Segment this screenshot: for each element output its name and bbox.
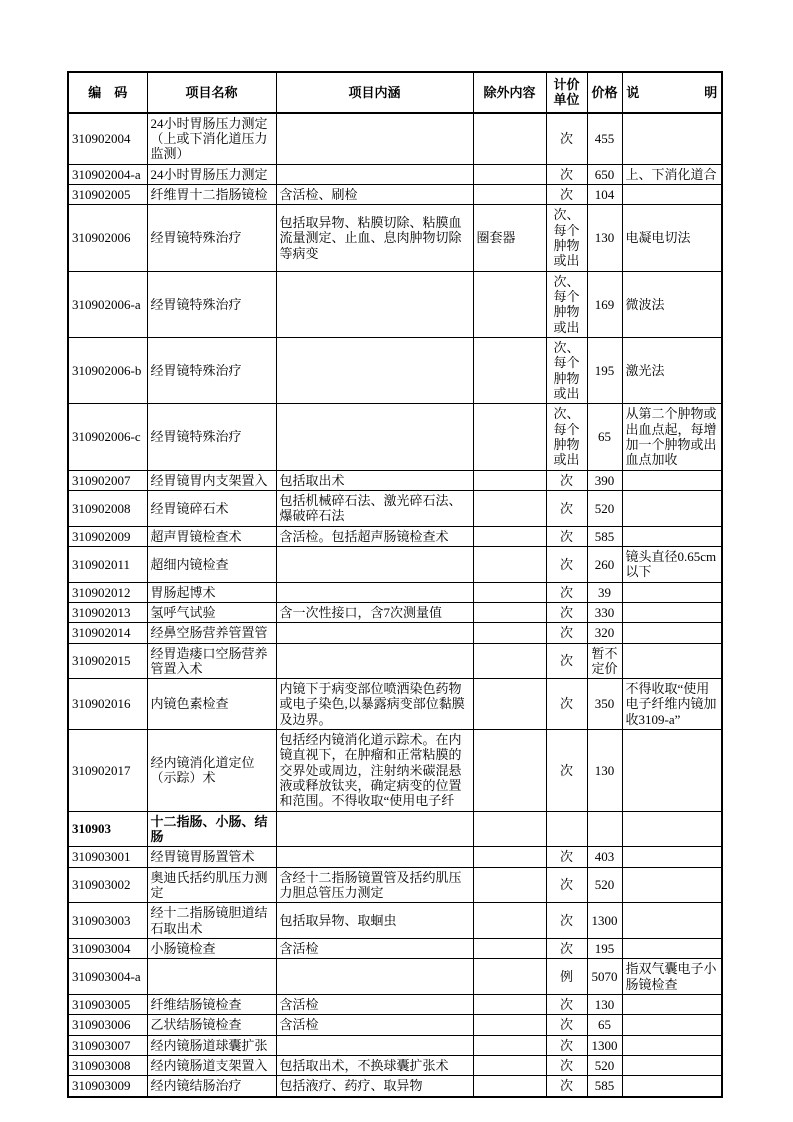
header-exclusion: 除外内容 [473,72,546,113]
cell-price [587,811,622,847]
cell-content: 含活检、刷检 [276,184,473,204]
cell-note [622,1056,722,1076]
table-row [68,582,722,602]
cell-exclusion [473,730,546,812]
cell-name: 经胃镜特殊治疗 [147,205,276,271]
cell-code: 310902012 [68,582,147,602]
cell-name [147,959,276,995]
cell-price: 39 [587,582,622,602]
cell-code: 310903002 [68,867,147,903]
cell-name: 经胃镜胃内支架置入 [147,470,276,490]
cell-code: 310902017 [68,730,147,812]
cell-code: 310902005 [68,184,147,204]
cell-exclusion [473,337,546,403]
cell-name: 内镜色素检查 [147,679,276,730]
cell-price: 1300 [587,1035,622,1055]
cell-price: 65 [587,1015,622,1035]
cell-note: 微波法 [622,271,722,337]
fee-table-body [68,113,722,1097]
cell-note [622,490,722,526]
cell-code: 310903001 [68,847,147,867]
cell-code: 310902016 [68,679,147,730]
table-row [68,1056,722,1076]
cell-price: 403 [587,847,622,867]
cell-content: 包括取出术，不换球囊扩张术 [276,1056,473,1076]
cell-name: 超细内镜检查 [147,546,276,582]
table-row [68,1015,722,1035]
cell-unit: 次 [546,867,587,903]
cell-code: 310903 [68,811,147,847]
table-row [68,113,722,164]
cell-exclusion [473,164,546,184]
cell-note: 镜头直径0.65cm以下 [622,546,722,582]
cell-content [276,582,473,602]
table-row [68,1076,722,1097]
cell-exclusion [473,847,546,867]
cell-price: 195 [587,337,622,403]
cell-name: 十二指肠、小肠、结肠 [147,811,276,847]
cell-code: 310902015 [68,643,147,679]
cell-content [276,643,473,679]
cell-exclusion [473,1015,546,1035]
header-content: 项目内涵 [276,72,473,113]
cell-note [622,623,722,643]
cell-name: 纤维结肠镜检查 [147,995,276,1015]
cell-content [276,404,473,470]
cell-unit: 次 [546,939,587,959]
cell-price: 585 [587,1076,622,1097]
cell-unit: 次 [546,847,587,867]
cell-code: 310903006 [68,1015,147,1035]
table-row [68,995,722,1015]
cell-unit: 次 [546,903,587,939]
cell-unit: 次 [546,184,587,204]
cell-note [622,602,722,622]
cell-name: 经胃镜特殊治疗 [147,271,276,337]
cell-note [622,1076,722,1097]
cell-content: 包括液疗、药疗、取异物 [276,1076,473,1097]
table-row [68,730,722,812]
cell-content: 含经十二指肠镜置管及括约肌压力胆总管压力测定 [276,867,473,903]
cell-price: 350 [587,679,622,730]
cell-price: 暂不定价 [587,643,622,679]
cell-price: 130 [587,995,622,1015]
cell-note [622,903,722,939]
table-row [68,337,722,403]
cell-price: 390 [587,470,622,490]
cell-exclusion [473,643,546,679]
cell-price: 650 [587,164,622,184]
cell-exclusion [473,404,546,470]
cell-note [622,730,722,812]
cell-unit: 次、每个肿物或出 [546,404,587,470]
cell-code: 310903004-a [68,959,147,995]
cell-note: 电凝电切法 [622,205,722,271]
cell-content [276,113,473,164]
cell-content [276,847,473,867]
cell-note: 从第二个肿物或出血点起，每增加一个肿物或出血点加收 [622,404,722,470]
cell-name: 经内镜肠道球囊扩张 [147,1035,276,1055]
cell-content: 包括取异物、粘膜切除、粘膜血流量测定、止血、息肉肿物切除等病变 [276,205,473,271]
cell-price: 1300 [587,903,622,939]
cell-exclusion [473,113,546,164]
cell-exclusion [473,1056,546,1076]
cell-exclusion: 圈套器 [473,205,546,271]
cell-note: 激光法 [622,337,722,403]
cell-exclusion [473,470,546,490]
table-row [68,903,722,939]
medical-fee-table [67,71,723,1098]
cell-content: 内镜下于病变部位喷洒染色药物或电子染色,以暴露病变部位黏膜及边界。 [276,679,473,730]
cell-price: 520 [587,490,622,526]
table-row [68,404,722,470]
cell-unit: 次 [546,1015,587,1035]
cell-content [276,959,473,995]
table-row [68,470,722,490]
cell-price: 260 [587,546,622,582]
cell-unit: 次 [546,602,587,622]
cell-content: 含活检。包括超声肠镜检查术 [276,526,473,546]
cell-name: 经内镜肠道支架置入 [147,1056,276,1076]
cell-exclusion [473,959,546,995]
cell-unit: 次 [546,1035,587,1055]
cell-price: 169 [587,271,622,337]
cell-exclusion [473,679,546,730]
cell-price: 130 [587,730,622,812]
cell-name: 经内镜结肠治疗 [147,1076,276,1097]
header-price: 价格 [587,72,622,113]
cell-price: 330 [587,602,622,622]
cell-content [276,546,473,582]
cell-code: 310902004 [68,113,147,164]
cell-unit: 次 [546,679,587,730]
cell-price: 320 [587,623,622,643]
cell-price: 585 [587,526,622,546]
cell-exclusion [473,526,546,546]
cell-exclusion [473,184,546,204]
cell-unit: 次 [546,582,587,602]
cell-code: 310902006-c [68,404,147,470]
table-row [68,526,722,546]
cell-unit: 次 [546,526,587,546]
cell-price: 65 [587,404,622,470]
cell-content: 含一次性接口，含7次测量值 [276,602,473,622]
table-header [68,72,722,113]
cell-exclusion [473,903,546,939]
cell-content: 包括经内镜消化道示踪术。在内镜直视下，在肿瘤和正常粘膜的交界处或周边，注射纳米碳混悬液或释放钛夹，确定病变的位置和范围。不得收取“使用电子纤 [276,730,473,812]
cell-name: 经胃镜特殊治疗 [147,404,276,470]
cell-name: 奥迪氏括约肌压力测定 [147,867,276,903]
cell-note [622,995,722,1015]
cell-code: 310902006-b [68,337,147,403]
table-row [68,867,722,903]
table-row [68,271,722,337]
cell-note [622,847,722,867]
cell-content [276,271,473,337]
cell-exclusion [473,490,546,526]
cell-exclusion [473,1035,546,1055]
cell-note: 不得收取“使用电子纤维内镜加收3109-a” [622,679,722,730]
cell-unit: 次 [546,1056,587,1076]
cell-name: 经内镜消化道定位（示踪）术 [147,730,276,812]
cell-note [622,526,722,546]
cell-name: 乙状结肠镜检查 [147,1015,276,1035]
cell-code: 310902014 [68,623,147,643]
cell-unit: 次、每个肿物或出 [546,271,587,337]
cell-unit: 次 [546,470,587,490]
cell-code: 310903007 [68,1035,147,1055]
cell-name: 超声胃镜检查术 [147,526,276,546]
cell-unit [546,811,587,847]
header-note: 说 明 [622,72,722,113]
cell-code: 310903003 [68,903,147,939]
cell-code: 310903004 [68,939,147,959]
table-row [68,847,722,867]
cell-name: 经胃造瘘口空肠营养管置入术 [147,643,276,679]
cell-name: 经胃镜特殊治疗 [147,337,276,403]
cell-content: 包括取异物、取蛔虫 [276,903,473,939]
cell-exclusion [473,939,546,959]
cell-unit: 次 [546,995,587,1015]
cell-note: 指双气囊电子小肠镜检查 [622,959,722,995]
cell-code: 310902011 [68,546,147,582]
cell-price: 520 [587,867,622,903]
header-name: 项目名称 [147,72,276,113]
table-row [68,623,722,643]
cell-price: 5070 [587,959,622,995]
cell-unit: 次 [546,490,587,526]
cell-note [622,113,722,164]
cell-content [276,337,473,403]
cell-unit: 次、每个肿物或出 [546,337,587,403]
cell-unit: 次 [546,623,587,643]
cell-note [622,582,722,602]
cell-name: 24小时胃肠压力测定（上或下消化道压力监测） [147,113,276,164]
table-row [68,164,722,184]
cell-note [622,867,722,903]
cell-content [276,811,473,847]
table-row [68,184,722,204]
cell-code: 310902004-a [68,164,147,184]
cell-note [622,470,722,490]
cell-exclusion [473,546,546,582]
cell-content: 含活检 [276,939,473,959]
cell-price: 455 [587,113,622,164]
section-row [68,811,722,847]
cell-note [622,184,722,204]
cell-code: 310902013 [68,602,147,622]
cell-exclusion [473,811,546,847]
table-row [68,490,722,526]
cell-note [622,643,722,679]
cell-code: 310903008 [68,1056,147,1076]
cell-exclusion [473,867,546,903]
cell-unit: 次 [546,164,587,184]
cell-unit: 次 [546,643,587,679]
cell-content [276,164,473,184]
cell-note [622,811,722,847]
cell-name: 经胃镜胃肠置管术 [147,847,276,867]
cell-content: 包括机械碎石法、激光碎石法、爆破碎石法 [276,490,473,526]
table-row [68,602,722,622]
cell-note [622,1015,722,1035]
cell-exclusion [473,271,546,337]
cell-unit: 次 [546,1076,587,1097]
cell-name: 小肠镜检查 [147,939,276,959]
cell-code: 310902009 [68,526,147,546]
cell-unit: 例 [546,959,587,995]
cell-unit: 次 [546,546,587,582]
table-row [68,939,722,959]
cell-note [622,939,722,959]
table-row [68,205,722,271]
header-code: 编 码 [68,72,147,113]
cell-unit: 次 [546,113,587,164]
cell-note [622,1035,722,1055]
cell-content: 包括取出术 [276,470,473,490]
cell-code: 310903009 [68,1076,147,1097]
cell-price: 130 [587,205,622,271]
header-unit: 计价单位 [546,72,587,113]
cell-name: 氢呼气试验 [147,602,276,622]
cell-name: 经鼻空肠营养管置管 [147,623,276,643]
cell-code: 310902007 [68,470,147,490]
cell-code: 310902008 [68,490,147,526]
cell-unit: 次 [546,730,587,812]
cell-price: 520 [587,1056,622,1076]
cell-exclusion [473,582,546,602]
cell-name: 胃肠起博术 [147,582,276,602]
cell-note: 上、下消化道合 [622,164,722,184]
table-row [68,546,722,582]
table-row [68,959,722,995]
table-row [68,1035,722,1055]
cell-code: 310903005 [68,995,147,1015]
cell-content: 含活检 [276,995,473,1015]
header-row [68,72,722,113]
cell-code: 310902006-a [68,271,147,337]
cell-content [276,623,473,643]
cell-name: 纤维胃十二指肠镜检 [147,184,276,204]
cell-exclusion [473,1076,546,1097]
cell-exclusion [473,995,546,1015]
cell-unit: 次、每个肿物或出 [546,205,587,271]
cell-name: 经十二指肠镜胆道结石取出术 [147,903,276,939]
cell-exclusion [473,623,546,643]
cell-name: 24小时胃肠压力测定 [147,164,276,184]
cell-content: 含活检 [276,1015,473,1035]
cell-exclusion [473,602,546,622]
table-row [68,643,722,679]
table-row [68,679,722,730]
cell-name: 经胃镜碎石术 [147,490,276,526]
cell-code: 310902006 [68,205,147,271]
cell-content [276,1035,473,1055]
cell-price: 104 [587,184,622,204]
cell-price: 195 [587,939,622,959]
